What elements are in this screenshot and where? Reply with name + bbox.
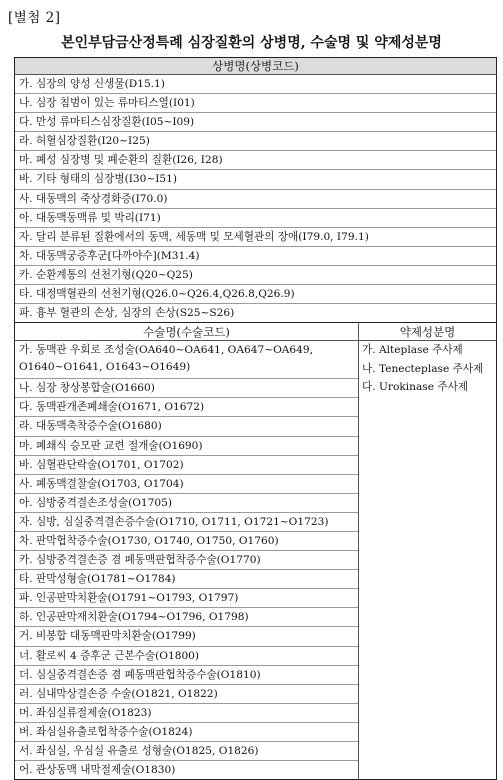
diagnosis-item: 카. 순환계통의 선천기형(Q20~Q25)	[15, 265, 496, 284]
procedure-item: 하. 인공판막재치환술(O1794~O1796, O1798)	[15, 607, 358, 626]
drug-list	[359, 341, 497, 780]
annex-label: [별첨 2]	[8, 10, 61, 26]
diagnosis-item: 차. 대동맥궁증후군[다까야수](M31.4)	[15, 246, 496, 265]
procedure-item: 러. 심내막상결손증 수술(O1821, O1822)	[15, 684, 358, 703]
diagnosis-item: 다. 만성 류마티스심장질환(I05~I09)	[15, 112, 496, 131]
procedure-item: 어. 관상동맥 내막절제술(O1830)	[15, 760, 358, 779]
procedure-header: 수술명(수술코드)	[15, 323, 359, 341]
procedure-item: 거. 비봉합 대동맥판막치환술(O1799)	[15, 626, 358, 645]
procedure-item: 더. 심실중격결손증 겸 폐동맥판협착증수술(O1810)	[15, 665, 358, 684]
drug-item: 가. Alteplase 주사제	[362, 344, 463, 357]
drug-item: 다. Urokinase 주사제	[362, 381, 469, 394]
diagnosis-item: 마. 폐성 심장병 및 폐순환의 질환(I26, I28)	[15, 150, 496, 169]
procedure-item: 머. 좌심실류절제술(O1823)	[15, 703, 358, 722]
procedure-item: 마. 폐쇄식 승모판 교련 절개술(O1690)	[15, 436, 358, 455]
procedure-item: 타. 판막성형술(O1781~O1784)	[15, 569, 358, 588]
diagnosis-list	[15, 75, 497, 323]
diagnosis-header: 상병명(상병코드)	[15, 58, 497, 75]
diagnosis-item: 바. 기타 형태의 심장병(I30~I51)	[15, 169, 496, 188]
procedure-item: 버. 좌심실유출로협착증수술(O1824)	[15, 722, 358, 741]
procedure-item: 다. 동맥관개존폐쇄술(O1671, O1672)	[15, 397, 358, 416]
document-title: 본인부담금산정특례 심장질환의 상병명, 수술명 및 약제성분명	[61, 35, 442, 51]
drug-item: 나. Tenecteplase 주사제	[362, 362, 484, 375]
procedure-item: 바. 심혈관단락술(O1701, O1702)	[15, 455, 358, 474]
procedure-item: 나. 심장 창상봉합술(O1660)	[15, 378, 358, 397]
procedure-item: 서. 좌심실, 우심실 유출로 성형술(O1825, O1826)	[15, 741, 358, 760]
procedure-item: 아. 심방중격결손조성술(O1705)	[15, 493, 358, 512]
disease-table	[14, 57, 497, 780]
diagnosis-item: 나. 심장 침범이 있는 류마티스열(I01)	[15, 93, 496, 112]
diagnosis-item: 자. 달리 분류된 질환에서의 동맥, 세동맥 및 모세혈관의 장애(I79.0, I79.1)	[15, 227, 496, 246]
procedure-list	[15, 341, 359, 780]
procedure-item: 가. 동맥관 우회로 조성술(OA640~OA641, OA647~OA649, O1640~O1641, O1643~O1649)	[19, 344, 314, 374]
drug-header: 약제성분명	[359, 323, 497, 341]
procedure-item: 라. 대동맥축착증수술(O1680)	[15, 416, 358, 435]
procedure-item: 파. 인공판막치환술(O1791~O1793, O1797)	[15, 588, 358, 607]
procedure-item: 자. 심방, 심실중격결손증수술(O1710, O1711, O1721~O1723)	[15, 512, 358, 531]
diagnosis-item: 아. 대동맥동맥류 및 박리(I71)	[15, 208, 496, 227]
procedure-item: 카. 심방중격결손증 겸 폐동맥판협착증수술(O1770)	[15, 550, 358, 569]
procedure-item: 너. 활로씨 4 증후군 근본수술(O1800)	[15, 646, 358, 665]
procedure-item: 차. 판막협착증수술(O1730, O1740, O1750, O1760)	[15, 531, 358, 550]
diagnosis-item: 라. 허혈심장질환(I20~I25)	[15, 131, 496, 150]
diagnosis-item: 타. 대정맥혈관의 선천기형(Q26.0~Q26.4,Q26.8,Q26.9)	[15, 284, 496, 303]
diagnosis-item: 사. 대동맥의 죽상경화증(I70.0)	[15, 189, 496, 208]
diagnosis-item: 파. 흉부 혈관의 손상, 심장의 손상(S25~S26)	[15, 303, 496, 322]
procedure-item: 사. 폐동맥결찰술(O1703, O1704)	[15, 474, 358, 493]
diagnosis-item: 가. 심장의 양성 신생물(D15.1)	[19, 78, 165, 90]
